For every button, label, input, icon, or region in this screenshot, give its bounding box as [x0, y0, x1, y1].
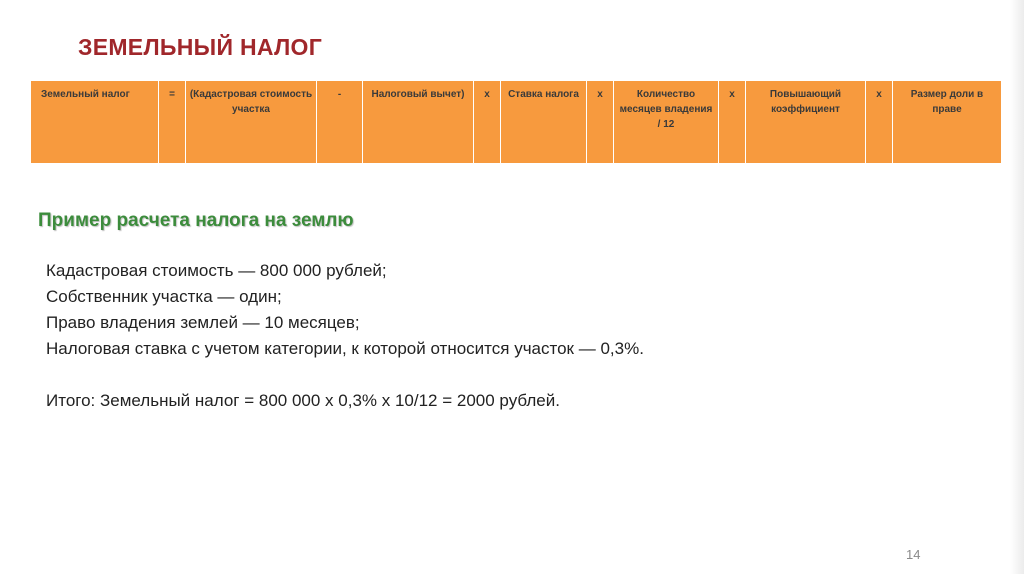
example-line: Право владения землей — 10 месяцев; [46, 313, 360, 332]
page-title: ЗЕМЕЛЬНЫЙ НАЛОГ [78, 34, 323, 60]
page-number: 14 [906, 547, 921, 562]
example-total: Итого: Земельный налог = 800 000 х 0,3% х 10/12 = 2000 рублей. [46, 391, 560, 410]
formula-cell-tax-deduction: Налоговый вычет) [363, 81, 474, 164]
formula-cell-share-size: Размер доли в праве [893, 81, 1002, 164]
formula-cell-land-tax: Земельный налог [31, 81, 159, 164]
example-line: Налоговая ставка с учетом категории, к которой относится участок — 0,3%. [46, 339, 644, 358]
formula-table [30, 80, 1002, 164]
formula-cell-tax-rate: Ставка налога [501, 81, 587, 164]
formula-cell-times-3: х [719, 81, 746, 164]
example-line: Собственник участка — один; [46, 287, 282, 306]
spacer [46, 362, 644, 388]
formula-cell-months-owned: Количество месяцев владения / 12 [614, 81, 719, 164]
example-body [46, 258, 644, 414]
formula-cell-increasing-coefficient: Повышающий коэффициент [746, 81, 866, 164]
formula-row [31, 81, 1002, 164]
formula-cell-times-4: х [866, 81, 893, 164]
page-edge-shadow [1010, 0, 1024, 574]
example-line: Кадастровая стоимость — 800 000 рублей; [46, 261, 387, 280]
formula-cell-times-1: х [474, 81, 501, 164]
formula-cell-times-2: х [587, 81, 614, 164]
example-heading: Пример расчета налога на землю [38, 210, 354, 231]
formula-cell-equals: = [159, 81, 186, 164]
formula-cell-cadastral-value: (Кадастровая стоимость участка [186, 81, 317, 164]
formula-cell-minus: - [317, 81, 363, 164]
